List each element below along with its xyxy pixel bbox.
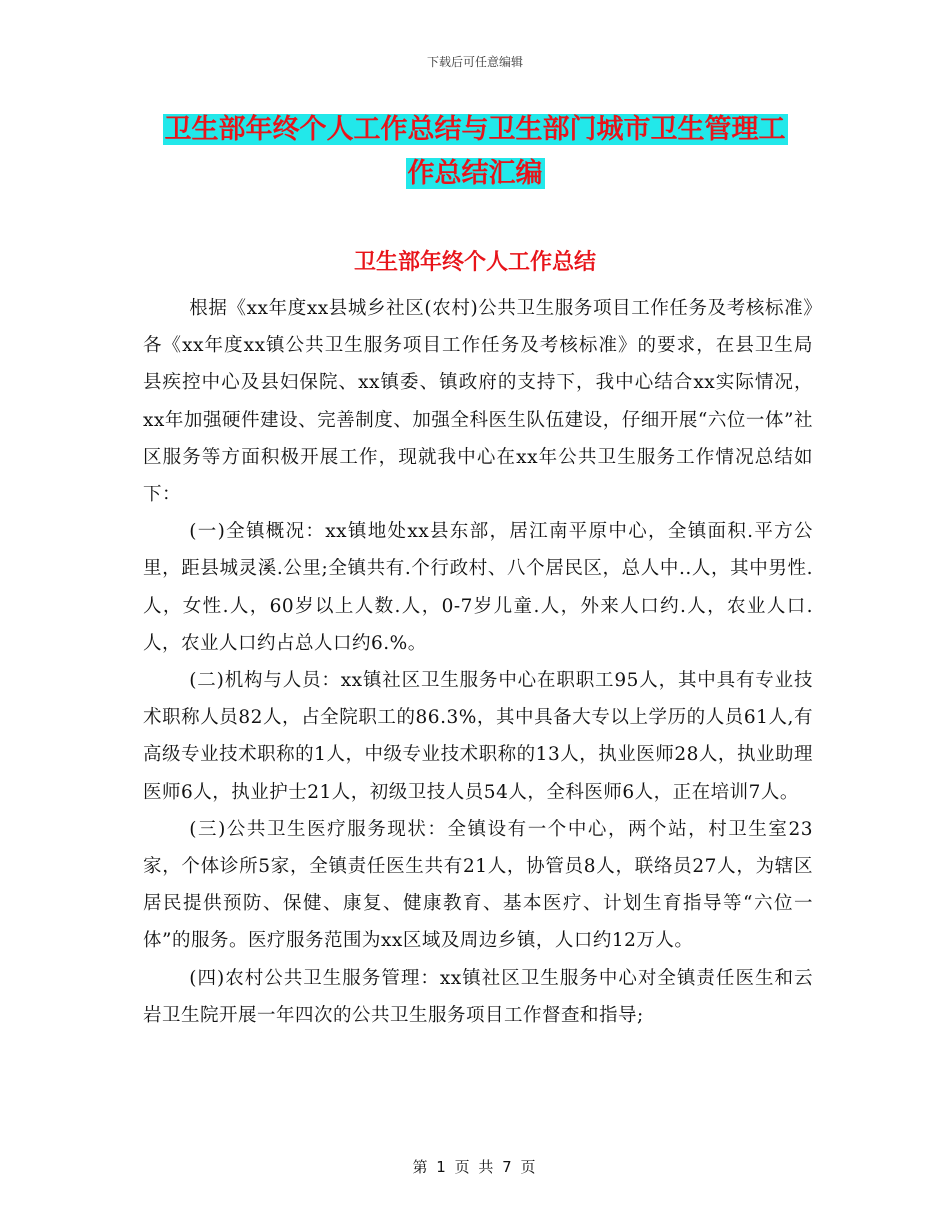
paragraph-overview: (一)全镇概况：xx镇地处xx县东部，居江南平原中心，全镇面积.平方公里，距县城灵溪.公里;全镇共有.个行政村、八个居民区，总人中..人，其中男性.人，女性.人，60岁以上人数.人，0-7岁儿童.人，外来人口约.人，农业人口.人，农业人口约占总人口约6.%。 [143,521,813,654]
paragraph-services: (三)公共卫生医疗服务现状：全镇设有一个中心，两个站，村卫生室23家，个体诊所5家，全镇责任医生共有21人，协管员8人，联络员27人，为辖区居民提供预防、保健、康复、健康教育、基本医疗、计划生育指导等“六位一体”的服务。医疗服务范围为xx区域及周边乡镇，人口约12万人。 [143,818,813,952]
section-heading: 卫生部年终个人工作总结 [353,250,596,275]
document-title-line-2 [0,154,950,194]
page-footer: 第 1 页 共 7 页 [412,1158,538,1176]
document-title-line-1 [0,110,950,150]
header-note: 下载后可任意编辑 [426,55,523,69]
title-highlight-2: 作总结汇编 [407,158,543,189]
paragraph-intro: 根据《xx年度xx县城乡社区(农村)公共卫生服务项目工作任务及考核标准》各《xx年度xx镇公共卫生服务项目工作任务及考核标准》的要求，在县卫生局县疾控中心及县妇保院、xx镇委、镇政府的支持下，我中心结合xx实际情况，xx年加强硬件建设、完善制度、加强全科医生队伍建设，仔细开展“六位一体”社区服务等方面积极开展工作，现就我中心在xx年公共卫生服务工作情况总结如下： [143,298,813,506]
title-highlight-1: 卫生部年终个人工作总结与卫生部门城市卫生管理工 [164,114,786,145]
paragraph-management: (四)农村公共卫生服务管理：xx镇社区卫生服务中心对全镇责任医生和云岩卫生院开展一年四次的公共卫生服务项目工作督查和指导; [143,967,813,1026]
document-body [143,290,813,1034]
paragraph-staff: (二)机构与人员：xx镇社区卫生服务中心在职职工95人，其中具有专业技术职称人员82人，占全院职工的86.3%，其中具备大专以上学历的人员61人,有高级专业技术职称的1人，中级专业技术职称的13人，执业医师28人，执业助理医师6人，执业护士21人，初级卫技人员54人，全科医师6人，正在培训7人。 [143,670,813,803]
